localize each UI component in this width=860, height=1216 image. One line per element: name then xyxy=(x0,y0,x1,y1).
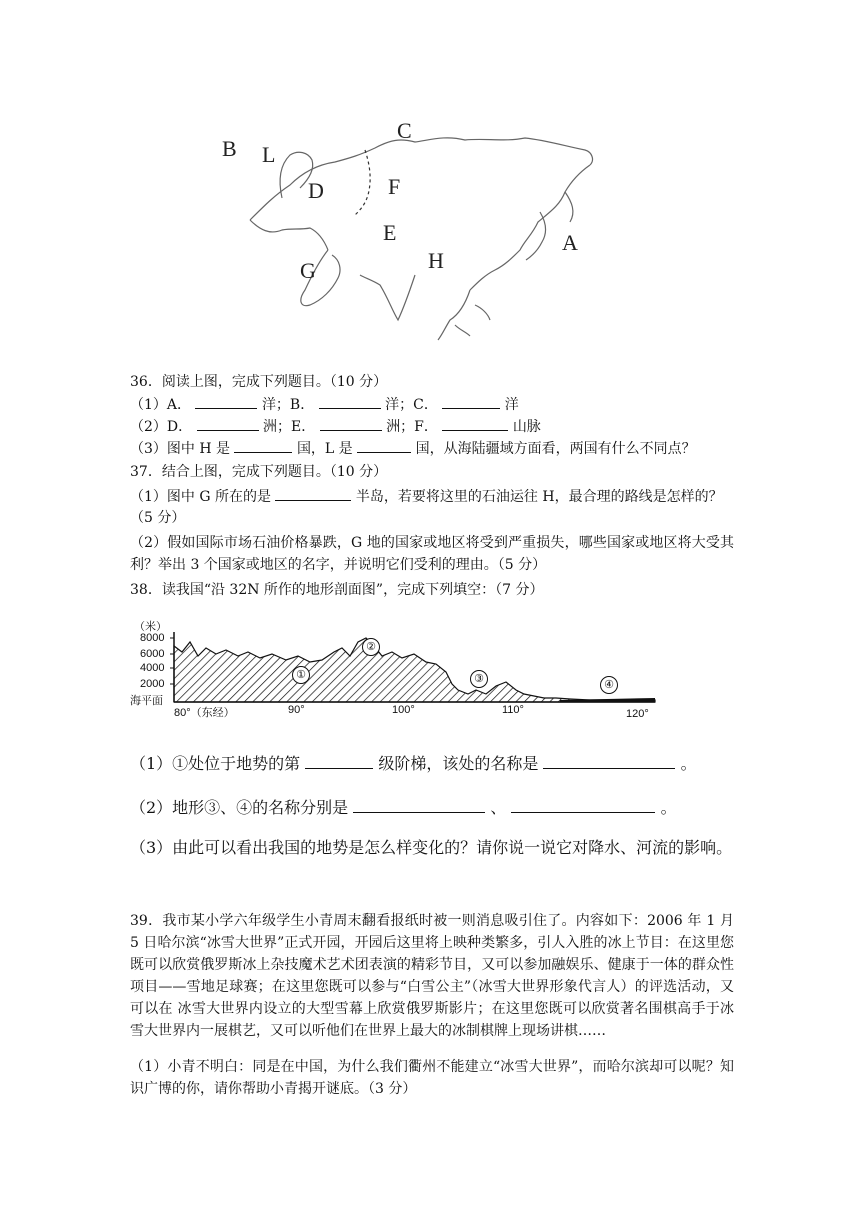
q38-heading: 38．读我国“沿 32N 所作的地形剖面图”，完成下列填空：（7 分） xyxy=(130,582,544,598)
q36-heading: 36．阅读上图，完成下列题目。（10 分） xyxy=(130,374,388,390)
q39-question1: （1）小青不明白：同是在中国，为什么我们衢州不能建立“冰雪大世界”，而哈尔滨却可以呢？知识广博的你，请你帮助小青揭开谜底。（3 分） xyxy=(130,1059,734,1097)
map-label-F: F xyxy=(388,174,401,199)
profile-ytick-4000: 4000 xyxy=(140,662,165,674)
map-label-E: E xyxy=(383,220,397,245)
profile-ytick-2000: 2000 xyxy=(140,678,165,690)
q36-line1 xyxy=(130,394,519,415)
blank-landform-3[interactable] xyxy=(353,796,485,813)
blank-E-continent[interactable] xyxy=(320,416,382,431)
q37-heading: 37．结合上图，完成下列题目。（10 分） xyxy=(130,464,388,480)
blank-step-level[interactable] xyxy=(305,752,373,769)
q38-l1-c: 。 xyxy=(680,754,697,773)
blank-D-continent[interactable] xyxy=(197,416,259,431)
map-label-L: L xyxy=(262,142,276,167)
blank-B-ocean[interactable] xyxy=(319,394,381,409)
q36-l1-c: 洋；C． xyxy=(385,397,438,413)
map-label-C: C xyxy=(397,118,412,143)
q36-l1-d: 洋 xyxy=(504,397,519,413)
q36-l2-d: 山脉 xyxy=(512,419,541,435)
q36-l1-a: （1）A． xyxy=(130,397,192,413)
profile-ytick-8000: 8000 xyxy=(140,632,165,644)
profile-xtick-120: 120° xyxy=(626,708,649,720)
blank-C-ocean[interactable] xyxy=(442,394,500,409)
map-label-A: A xyxy=(562,230,578,255)
blank-L-country[interactable] xyxy=(357,438,411,453)
q38-line3: （3）由此可以看出我国的地势是怎么样变化的？请你说一说它对降水、河流的影响。 xyxy=(130,838,733,857)
q38-l2-c: 。 xyxy=(660,798,677,817)
q36-l2-b: 洲；E． xyxy=(263,419,316,435)
q38-line1 xyxy=(130,752,697,776)
blank-H-country[interactable] xyxy=(234,438,292,453)
blank-A-ocean[interactable] xyxy=(195,394,257,409)
q36-l2-c: 洲；F． xyxy=(386,419,438,435)
q38-l1-a: （1）①处位于地势的第 xyxy=(130,754,301,773)
profile-ytick-6000: 6000 xyxy=(140,648,165,660)
profile-xtick-110: 110° xyxy=(502,704,524,716)
q39-body: 39．我市某小学六年级学生小青周末翻看报纸时被一则消息吸引住了。内容如下：2006 年 1 月 5 日哈尔滨“冰雪大世界”正式开园，开园后这里将上映种类繁多，引人入胜的冰上节目：在这里您既可以欣赏俄罗斯冰上杂技魔术艺术团表演的精彩节目，又可以参加融娱乐、健康于一体的群众性项目——雪地足球赛；在这里您既可以参与“白雪公主”（冰雪大世界形象代言人）的评选活动，又可以在 冰雪大世界内设立的大型雪幕上欣赏俄罗斯影片；在这里您既可以欣赏著名围棋高手于冰雪大世界内一展棋艺，又可以听他们在世界上最大的冰制棋牌上现场讲棋…… xyxy=(130,913,734,1039)
q36-l1-b: 洋；B． xyxy=(261,397,315,413)
q37-l1-a: （1）图中 G 所在的是 xyxy=(130,489,271,505)
q36-l3-b: 国，L 是 xyxy=(296,441,353,457)
q37-line1b: （5 分） xyxy=(130,510,186,526)
terrain-profile xyxy=(130,612,670,724)
q38-l2-b: 、 xyxy=(490,798,507,817)
blank-place-name[interactable] xyxy=(543,752,675,769)
blank-F-mountains[interactable] xyxy=(442,416,508,431)
q36-l3-a: （3）图中 H 是 xyxy=(130,441,231,457)
profile-marker-3: ③ xyxy=(470,670,488,688)
q37-line1 xyxy=(130,486,723,507)
eurasia-map xyxy=(220,110,620,350)
map-label-B: B xyxy=(222,136,237,161)
q36-l2-a: （2）D． xyxy=(130,419,193,435)
profile-marker-4: ④ xyxy=(600,676,618,694)
q37-line2: （2）假如国际市场石油价格暴跌，G 地的国家或地区将受到严重损失，哪些国家或地区将大受其利？举出 3 个国家或地区的名字，并说明它们受利的理由。（5 分） xyxy=(130,535,734,573)
eurasia-outline xyxy=(220,110,620,350)
profile-xtick-80: 80°（东经） xyxy=(174,707,235,719)
profile-marker-2: ② xyxy=(362,638,380,656)
q37-l1-b: 半岛，若要将这里的石油运往 H，最合理的路线是怎样的？ xyxy=(355,489,723,505)
q38-line2 xyxy=(130,796,677,820)
map-label-H: H xyxy=(428,248,444,273)
map-label-G: G xyxy=(300,258,316,283)
q36-line3 xyxy=(130,438,696,459)
q38-l1-b: 级阶梯，该处的名称是 xyxy=(378,754,539,773)
q38-l2-a: （2）地形③、④的名称分别是 xyxy=(130,798,349,817)
blank-landform-4[interactable] xyxy=(511,796,655,813)
map-label-D: D xyxy=(308,178,324,203)
profile-unit: （米） xyxy=(134,621,167,633)
blank-G-peninsula[interactable] xyxy=(275,486,351,501)
q36-l3-c: 国，从海陆疆域方面看，两国有什么不同点？ xyxy=(415,441,696,457)
profile-marker-1: ① xyxy=(292,666,310,684)
profile-xtick-90: 90° xyxy=(288,704,305,716)
q36-line2 xyxy=(130,416,541,437)
profile-xtick-100: 100° xyxy=(392,704,415,716)
profile-sea-level: 海平面 xyxy=(130,695,163,707)
